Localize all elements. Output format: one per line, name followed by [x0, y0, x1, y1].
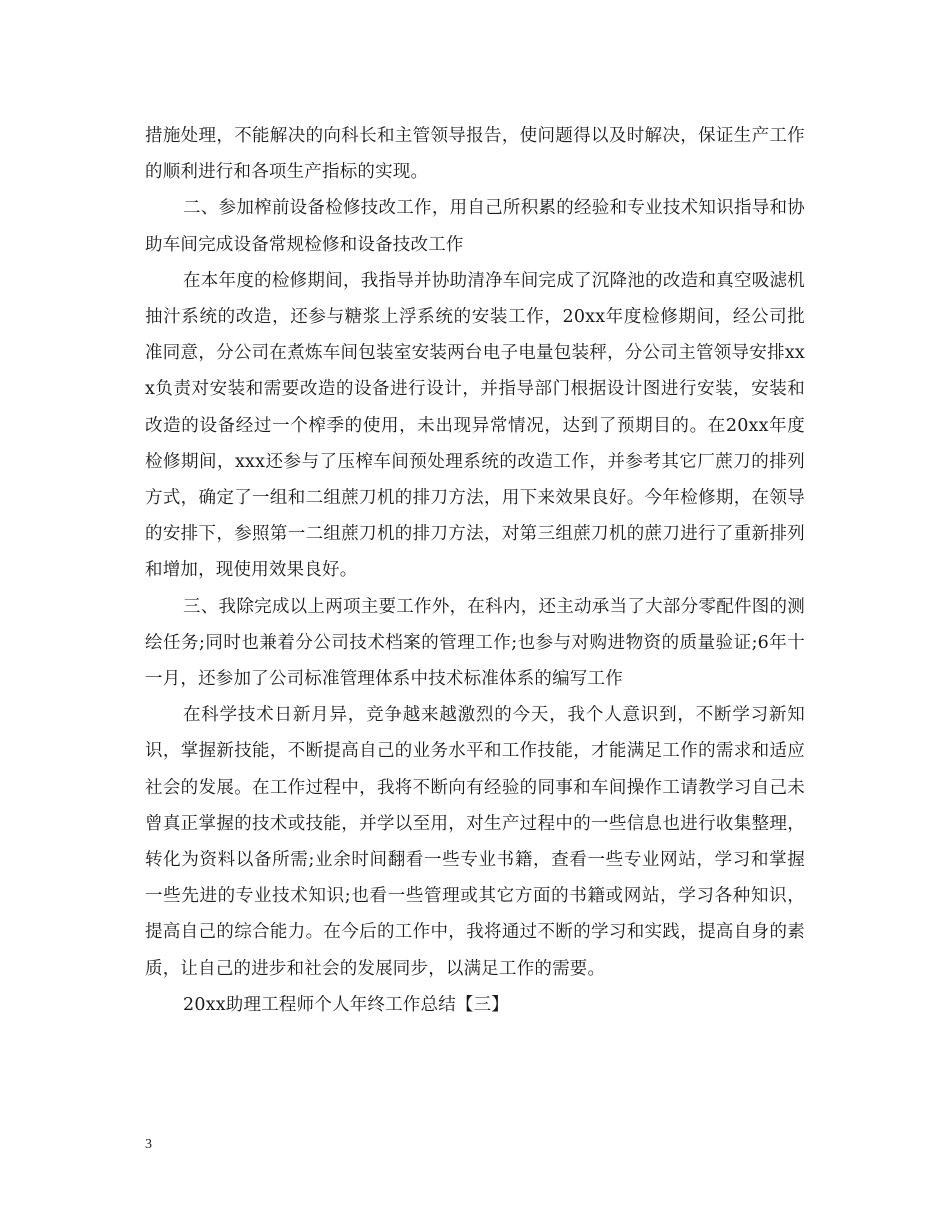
document-body: [145, 118, 805, 1023]
paragraph-1: 措施处理，不能解决的向科长和主管领导报告，使问题得以及时解决，保证生产工作的顺利进行和各项生产指标的实现。: [145, 126, 805, 183]
paragraph-6-next-title: 20xx助理工程师个人年终工作总结【三】: [183, 994, 510, 1015]
page-number: 3: [145, 1137, 152, 1152]
paragraph-5: 在科学技术日新月异，竞争越来越激烈的今天，我个人意识到，不断学习新知识，掌握新技能，不断提高自己的业务水平和工作技能，才能满足工作的需求和适应社会的发展。在工作过程中，我将不断向有经验的同事和车间操作工请教学习自己未曾真正掌握的技术或技能，并学以至用，对生产过程中的一些信息也进行收集整理，转化为资料以备所需;业余时间翻看一些专业书籍，查看一些专业网站，学习和掌握一些先进的专业技术知识;也看一些管理或其它方面的书籍或网站，学习各种知识，提高自己的综合能力。在今后的工作中，我将通过不断的学习和实践，提高自身的素质，让自己的进步和社会的发展同步，以满足工作的需要。: [145, 705, 805, 979]
paragraph-2-section-heading: 二、参加榨前设备检修技改工作，用自己所积累的经验和专业技术知识指导和协助车间完成设备常规检修和设备技改工作: [145, 198, 805, 255]
paragraph-4-section-heading: 三、我除完成以上两项主要工作外，在科内，还主动承当了大部分零配件图的测绘任务;同时也兼着分公司技术档案的管理工作;也参与对购进物资的质量验证;6年十一月，还参加了公司标准管理体系中技术标准体系的编写工作: [145, 596, 805, 690]
paragraph-3: 在本年度的检修期间，我指导并协助清净车间完成了沉降池的改造和真空吸滤机抽汁系统的改造，还参与糖浆上浮系统的安装工作，20xx年度检修期间，经公司批准同意，分公司在煮炼车间包装室安装两台电子电量包装秤，分公司主管领导安排xxx负责对安装和需要改造的设备进行设计，并指导部门根据设计图进行安装，安装和改造的设备经过一个榨季的使用，未出现异常情况，达到了预期目的。在20xx年度检修期间，xxx还参与了压榨车间预处理系统的改造工作，并参考其它厂蔗刀的排列方式，确定了一组和二组蔗刀机的排刀方法，用下来效果良好。今年检修期，在领导的安排下，参照第一二组蔗刀机的排刀方法，对第三组蔗刀机的蔗刀进行了重新排列和增加，现使用效果良好。: [145, 270, 805, 581]
